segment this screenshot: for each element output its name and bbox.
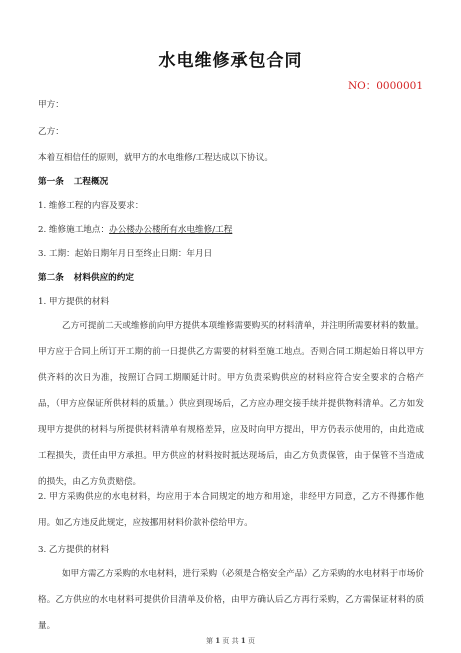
section2-para3: 如甲方需乙方采购的水电材料，进行采购（必须是合格安全产品）乙方采购的水电材料于市场价格。乙方供应的水电材料可提供价目清单及价格，由甲方确认后乙方再行采购，乙方需保证材料的质量。 bbox=[38, 569, 424, 631]
footer-mid: 页 共 bbox=[222, 637, 239, 645]
section1-item1: 1. 维修工程的内容及要求： bbox=[38, 201, 144, 211]
section2-sub2: 2. 甲方采购供应的水电材料，均应用于本合同规定的地方和用途，非经甲方同意，乙方不得挪作他用。如乙方违反此规定，应按挪用材料价款补偿给甲方。 bbox=[38, 492, 424, 528]
section2-para1: 乙方可提前二天或维修前向甲方提供本项维修需要购买的材料清单，并注明所需要材料的数量。甲方应于合同上所订开工期的前一日提供乙方需要的材料至施工地点。否则合同工期起始日将以甲方供齐料的次日为准，按照订合同工期顺延计时。甲方负责采购供应的材料应符合安全要求的合格产品，（甲方应保证所供材料的质量。）供应到现场后，乙方应办理交接手续并提供物料清单。乙方如发现甲方提供的材料与所提供材料清单有规格差异，应及时向甲方提出，甲方仍表示使用的，由此造成工程损失，责任由甲方承担。甲方供应的材料按时抵达现场后，由乙方负责保管，由于保管不当造成的损失，由乙方负责赔偿。 bbox=[38, 321, 424, 487]
page-title: 水电维修承包合同 bbox=[158, 51, 303, 71]
party-a-label: 甲方： bbox=[38, 100, 64, 110]
section2-heading-text: 材料供应的约定 bbox=[73, 273, 134, 283]
footer-page-number: 1 bbox=[215, 636, 221, 645]
section2-heading-num: 第二条 bbox=[38, 273, 64, 283]
page-footer bbox=[0, 636, 461, 646]
section1-heading-text: 工程概况 bbox=[73, 177, 109, 187]
section1-heading bbox=[38, 176, 108, 188]
section2-sub1: 1. 甲方提供的材料 bbox=[38, 297, 110, 307]
section2-sub3: 3. 乙方提供的材料 bbox=[38, 545, 110, 555]
footer-prefix: 第 bbox=[206, 637, 214, 645]
intro-text: 本着互相信任的原则，就甲方的水电维修/工程达成以下协议。 bbox=[38, 153, 273, 163]
section1-item2-value: 办公楼办公楼所有水电维修/工程 bbox=[109, 225, 233, 235]
party-b-label: 乙方： bbox=[38, 127, 64, 137]
footer-total-pages: 1 bbox=[240, 636, 246, 645]
footer-suffix: 页 bbox=[247, 637, 255, 645]
section2-heading bbox=[38, 272, 134, 284]
section1-item2 bbox=[38, 224, 232, 236]
section1-item2-prefix: 2. 维修施工地点： bbox=[38, 225, 110, 235]
section1-heading-num: 第一条 bbox=[38, 177, 64, 187]
section1-item3: 3. 工期：起始日期年月日至终止日期：年月日 bbox=[38, 249, 213, 259]
contract-number: NO：0000001 bbox=[347, 80, 423, 92]
